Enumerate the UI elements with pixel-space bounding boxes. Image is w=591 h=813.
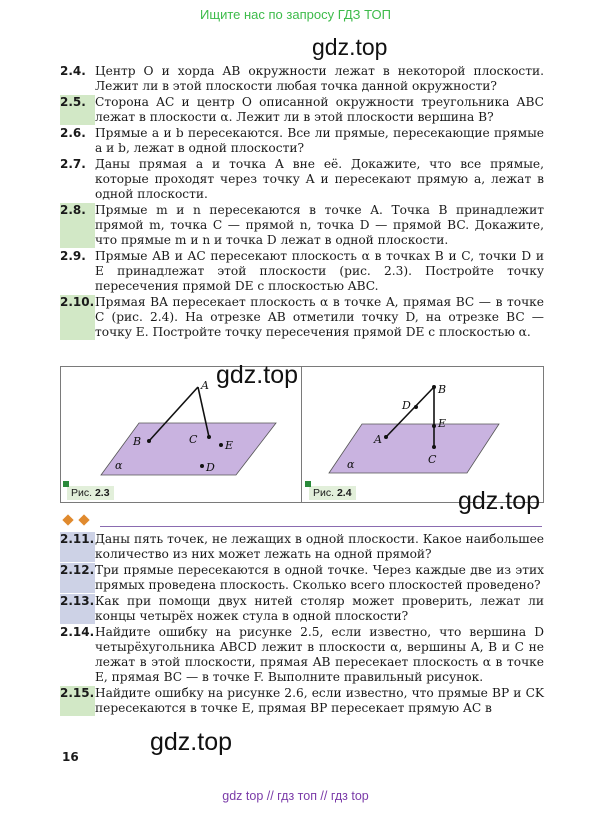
watermark: gdz.top	[216, 361, 299, 389]
problem-item	[60, 95, 544, 125]
problem-text: Даны прямая a и точка A вне её. Докажите, что все прямые, которые проходят через точку A и пересекают прямую a, лежат в одной плоскости.	[95, 157, 544, 201]
label-C: C	[189, 433, 198, 446]
figure-2-4	[302, 367, 542, 502]
problem-item	[60, 157, 544, 202]
point-D	[414, 405, 418, 409]
point-C	[207, 435, 211, 439]
level-separator	[62, 514, 542, 530]
page-number: 16	[62, 750, 79, 764]
caption-number: 2.3	[94, 487, 110, 499]
label-A: A	[201, 379, 209, 392]
caption-marker	[305, 481, 311, 487]
problem-number: 2.14.	[60, 625, 95, 639]
point-A	[384, 435, 388, 439]
plane-alpha	[101, 423, 276, 475]
problem-number: 2.10.	[60, 295, 95, 340]
problem-item	[60, 126, 544, 156]
problem-item	[60, 64, 544, 94]
label-E: E	[438, 417, 447, 430]
problem-item	[60, 249, 544, 294]
problem-text: Даны пять точек, не лежащих в одной плоскости. Какое наибольшее количество из них может лежать на одной прямой?	[95, 532, 544, 561]
problem-list	[60, 64, 544, 341]
problem-number: 2.4.	[60, 64, 86, 78]
problem-number: 2.13.	[60, 594, 95, 624]
caption-marker	[63, 481, 69, 487]
caption-prefix: Рис.	[71, 487, 93, 499]
label-alpha: α	[347, 458, 355, 471]
problem-number: 2.5.	[60, 95, 95, 125]
separator-line	[100, 526, 542, 527]
plane-alpha	[329, 424, 499, 473]
figure-box	[60, 366, 544, 503]
problem-text: Прямые a и b пересекаются. Все ли прямые, пересекающие прямые a и b, лежат в одной плоскости?	[95, 126, 544, 155]
label-B: B	[133, 435, 142, 448]
level-diamond-icon	[78, 514, 89, 525]
point-B	[147, 439, 151, 443]
problem-text: Центр O и хорда AB окружности лежат в некоторой плоскости. Лежит ли в этой плоскости любая точка данной окружности?	[95, 64, 544, 93]
label-E: E	[225, 439, 234, 452]
problem-text: Прямые m и n пересекаются в точке A. Точка B принадлежит прямой m, точка C — прямой n, точка D — прямой BC. Докажите, что прямые m и n и точка D лежат в одной плоскости.	[95, 203, 544, 247]
problem-item	[60, 594, 544, 624]
point-D	[200, 464, 204, 468]
caption-number: 2.4	[336, 487, 352, 499]
label-alpha: α	[115, 459, 123, 472]
level-diamond-icon	[62, 514, 73, 525]
problem-text: Найдите ошибку на рисунке 2.6, если известно, что прямые BP и CK пересекаются в точке E, прямая BP пересекает прямую AC в	[95, 686, 544, 715]
problem-text: Три прямые пересекаются в одной точке. Через каждые две из этих прямых проведена плоскость. Сколько всего плоскостей проведено?	[95, 563, 544, 592]
footer-links: gdz top // гдз топ // гдз top	[222, 789, 369, 803]
problem-text: Сторона AC и центр O описанной окружности треугольника ABC лежат в плоскости α. Лежит ли в этой плоскости вершина B?	[95, 95, 544, 124]
problem-text: Прямая BA пересекает плоскость α в точке A, прямая BC — в точке C (рис. 2.4). На отрезке AB отметили точку D, на отрезке BC — точку E. Постройте точку пересечения прямой DE с плоскостью α.	[95, 295, 544, 339]
label-C: C	[428, 453, 437, 466]
problem-item	[60, 563, 544, 593]
problem-number: 2.6.	[60, 126, 86, 140]
problem-number: 2.8.	[60, 203, 95, 248]
figure-caption	[67, 486, 114, 500]
top-banner: Ищите нас по запросу ГДЗ ТОП	[200, 7, 391, 22]
problem-number: 2.9.	[60, 249, 86, 263]
label-B: B	[438, 383, 447, 396]
problem-item	[60, 295, 544, 340]
problem-text: Как при помощи двух нитей столяр может проверить, лежат ли концы четырёх ножек стула в одной плоскости?	[95, 594, 544, 623]
problem-number: 2.11.	[60, 532, 95, 562]
problem-number: 2.7.	[60, 157, 86, 171]
label-A: A	[374, 433, 382, 446]
problem-text: Найдите ошибку на рисунке 2.5, если известно, что вершина D четырёхугольника ABCD лежит в плоскости α, вершины A, B и C не лежат в этой плоскости, прямая AB пересекает плоскость α в точке E, прямая BC — в точке F. Выполните правильный рисунок.	[95, 625, 544, 684]
problem-item	[60, 532, 544, 562]
problem-number: 2.15.	[60, 686, 95, 716]
problem-list	[60, 532, 544, 717]
problem-item	[60, 203, 544, 248]
problem-number: 2.12.	[60, 563, 95, 593]
problem-text: Прямые AB и AC пересекают плоскость α в точках B и C, точки D и E принадлежат этой плоскости (рис. 2.3). Постройте точку пересечения прямой DE с плоскостью ABC.	[95, 249, 544, 293]
figure-caption	[309, 486, 356, 500]
watermark: gdz.top	[458, 487, 541, 515]
point-E	[432, 424, 436, 428]
label-D: D	[402, 399, 411, 412]
label-D: D	[206, 461, 215, 474]
point-E	[219, 443, 223, 447]
problem-item	[60, 625, 544, 685]
problem-item	[60, 686, 544, 716]
watermark: gdz.top	[150, 728, 233, 756]
point-C	[432, 445, 436, 449]
watermark: gdz.top	[312, 34, 388, 60]
caption-prefix: Рис.	[313, 487, 335, 499]
point-B	[432, 385, 436, 389]
